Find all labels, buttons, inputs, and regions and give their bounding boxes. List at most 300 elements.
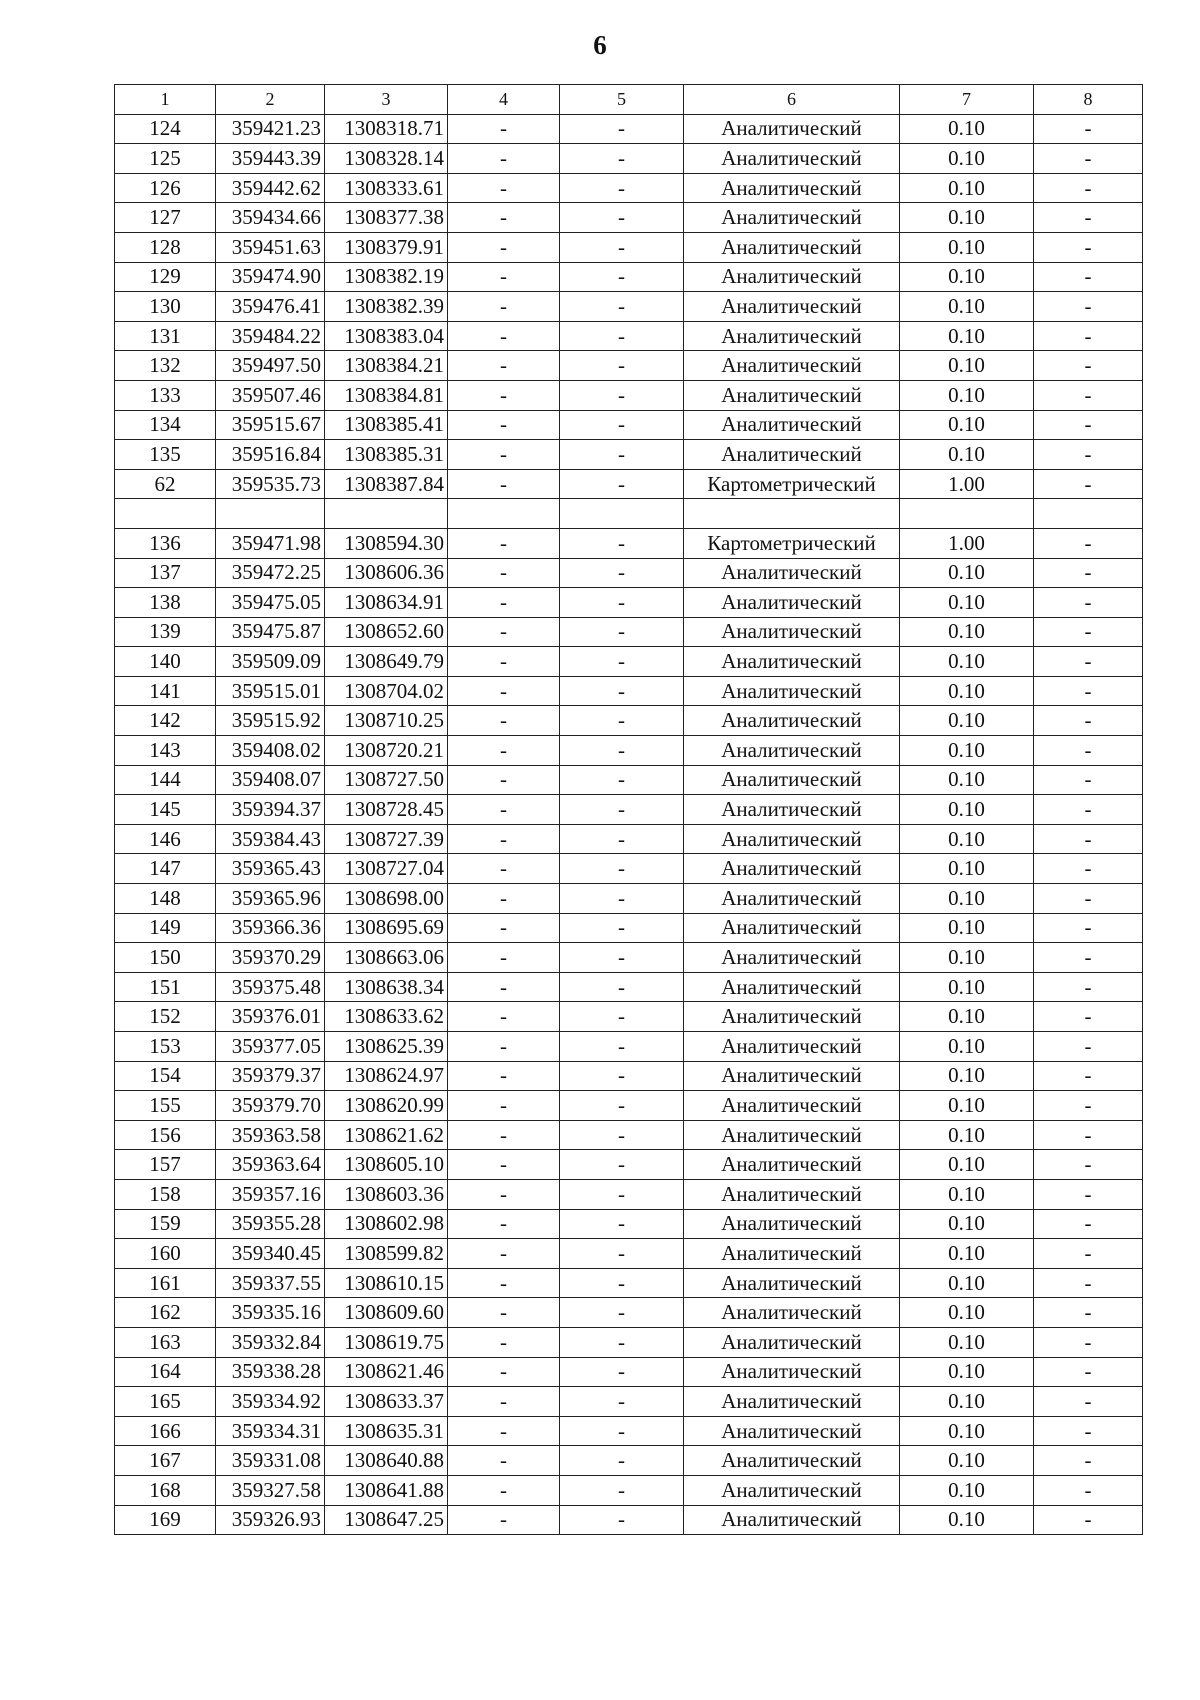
column-8-cell: - bbox=[1034, 795, 1143, 825]
x-coordinate-cell: 359497.50 bbox=[216, 351, 325, 381]
column-5-cell: - bbox=[560, 1268, 684, 1298]
column-4-cell: - bbox=[448, 1298, 560, 1328]
column-8-cell: - bbox=[1034, 765, 1143, 795]
x-coordinate-cell: 359384.43 bbox=[216, 824, 325, 854]
table-row bbox=[115, 1298, 1143, 1328]
table-row bbox=[115, 1416, 1143, 1446]
point-number-cell: 129 bbox=[115, 262, 216, 292]
column-5-cell: - bbox=[560, 528, 684, 558]
y-coordinate-cell: 1308649.79 bbox=[325, 647, 448, 677]
table-row bbox=[115, 736, 1143, 766]
accuracy-cell: 0.10 bbox=[900, 1239, 1034, 1269]
column-number: 1 bbox=[115, 85, 216, 115]
column-8-cell: - bbox=[1034, 1032, 1143, 1062]
point-number-cell: 143 bbox=[115, 736, 216, 766]
table-row bbox=[115, 321, 1143, 351]
column-4-cell: - bbox=[448, 795, 560, 825]
column-8-cell: - bbox=[1034, 292, 1143, 322]
accuracy-cell: 0.10 bbox=[900, 380, 1034, 410]
x-coordinate-cell: 359509.09 bbox=[216, 647, 325, 677]
method-cell: Аналитический bbox=[684, 1209, 900, 1239]
column-4-cell: - bbox=[448, 321, 560, 351]
column-4-cell: - bbox=[448, 262, 560, 292]
column-5-cell: - bbox=[560, 232, 684, 262]
column-4-cell: - bbox=[448, 173, 560, 203]
column-4-cell: - bbox=[448, 440, 560, 470]
point-number-cell: 153 bbox=[115, 1032, 216, 1062]
column-8-cell: - bbox=[1034, 1061, 1143, 1091]
accuracy-cell: 0.10 bbox=[900, 736, 1034, 766]
column-4-cell: - bbox=[448, 617, 560, 647]
column-8-cell: - bbox=[1034, 1179, 1143, 1209]
method-cell: Аналитический bbox=[684, 1387, 900, 1417]
x-coordinate-cell: 359363.58 bbox=[216, 1120, 325, 1150]
point-number-cell: 145 bbox=[115, 795, 216, 825]
column-4-cell: - bbox=[448, 1387, 560, 1417]
method-cell: Аналитический bbox=[684, 1327, 900, 1357]
column-8-cell: - bbox=[1034, 1387, 1143, 1417]
y-coordinate-cell: 1308727.50 bbox=[325, 765, 448, 795]
column-8-cell: - bbox=[1034, 647, 1143, 677]
accuracy-cell: 0.10 bbox=[900, 440, 1034, 470]
accuracy-cell: 0.10 bbox=[900, 262, 1034, 292]
accuracy-cell: 0.10 bbox=[900, 144, 1034, 174]
column-5-cell: - bbox=[560, 1032, 684, 1062]
table-row bbox=[115, 1032, 1143, 1062]
y-coordinate-cell: 1308382.39 bbox=[325, 292, 448, 322]
column-4-cell bbox=[448, 499, 560, 529]
point-number-cell: 161 bbox=[115, 1268, 216, 1298]
point-number-cell: 167 bbox=[115, 1446, 216, 1476]
method-cell: Аналитический bbox=[684, 943, 900, 973]
method-cell: Аналитический bbox=[684, 617, 900, 647]
table-row bbox=[115, 1239, 1143, 1269]
column-5-cell: - bbox=[560, 1239, 684, 1269]
method-cell: Аналитический bbox=[684, 1179, 900, 1209]
column-8-cell: - bbox=[1034, 262, 1143, 292]
column-8-cell: - bbox=[1034, 1505, 1143, 1535]
x-coordinate-cell: 359475.05 bbox=[216, 588, 325, 618]
table-row bbox=[115, 262, 1143, 292]
y-coordinate-cell: 1308640.88 bbox=[325, 1446, 448, 1476]
method-cell: Аналитический bbox=[684, 1061, 900, 1091]
column-5-cell: - bbox=[560, 469, 684, 499]
table-row bbox=[115, 1446, 1143, 1476]
table-row bbox=[115, 1061, 1143, 1091]
method-cell: Аналитический bbox=[684, 1002, 900, 1032]
x-coordinate-cell: 359484.22 bbox=[216, 321, 325, 351]
method-cell: Аналитический bbox=[684, 647, 900, 677]
point-number-cell: 168 bbox=[115, 1475, 216, 1505]
method-cell: Аналитический bbox=[684, 972, 900, 1002]
x-coordinate-cell: 359515.92 bbox=[216, 706, 325, 736]
point-number-cell: 166 bbox=[115, 1416, 216, 1446]
method-cell: Аналитический bbox=[684, 203, 900, 233]
method-cell: Аналитический bbox=[684, 321, 900, 351]
y-coordinate-cell: 1308599.82 bbox=[325, 1239, 448, 1269]
accuracy-cell: 0.10 bbox=[900, 647, 1034, 677]
table-row bbox=[115, 854, 1143, 884]
method-cell: Картометрический bbox=[684, 469, 900, 499]
method-cell: Аналитический bbox=[684, 144, 900, 174]
x-coordinate-cell bbox=[216, 499, 325, 529]
table-row bbox=[115, 913, 1143, 943]
column-5-cell: - bbox=[560, 114, 684, 144]
point-number-cell: 126 bbox=[115, 173, 216, 203]
point-number-cell: 127 bbox=[115, 203, 216, 233]
point-number-cell: 149 bbox=[115, 913, 216, 943]
column-8-cell: - bbox=[1034, 588, 1143, 618]
accuracy-cell: 0.10 bbox=[900, 203, 1034, 233]
method-cell: Аналитический bbox=[684, 1091, 900, 1121]
table-row bbox=[115, 292, 1143, 322]
x-coordinate-cell: 359375.48 bbox=[216, 972, 325, 1002]
table-row bbox=[115, 232, 1143, 262]
x-coordinate-cell: 359515.01 bbox=[216, 676, 325, 706]
column-number: 7 bbox=[900, 85, 1034, 115]
method-cell: Аналитический bbox=[684, 706, 900, 736]
y-coordinate-cell: 1308605.10 bbox=[325, 1150, 448, 1180]
y-coordinate-cell: 1308328.14 bbox=[325, 144, 448, 174]
column-5-cell: - bbox=[560, 617, 684, 647]
table-row bbox=[115, 706, 1143, 736]
x-coordinate-cell: 359334.31 bbox=[216, 1416, 325, 1446]
column-4-cell: - bbox=[448, 1416, 560, 1446]
y-coordinate-cell: 1308633.37 bbox=[325, 1387, 448, 1417]
point-number-cell: 136 bbox=[115, 528, 216, 558]
point-number-cell: 163 bbox=[115, 1327, 216, 1357]
method-cell bbox=[684, 499, 900, 529]
x-coordinate-cell: 359335.16 bbox=[216, 1298, 325, 1328]
column-8-cell: - bbox=[1034, 558, 1143, 588]
point-number-cell: 130 bbox=[115, 292, 216, 322]
column-number-row bbox=[115, 85, 1143, 115]
method-cell: Картометрический bbox=[684, 528, 900, 558]
column-4-cell: - bbox=[448, 351, 560, 381]
method-cell: Аналитический bbox=[684, 1475, 900, 1505]
x-coordinate-cell: 359332.84 bbox=[216, 1327, 325, 1357]
method-cell: Аналитический bbox=[684, 1298, 900, 1328]
column-5-cell: - bbox=[560, 854, 684, 884]
y-coordinate-cell: 1308635.31 bbox=[325, 1416, 448, 1446]
x-coordinate-cell: 359363.64 bbox=[216, 1150, 325, 1180]
column-8-cell: - bbox=[1034, 380, 1143, 410]
accuracy-cell: 0.10 bbox=[900, 706, 1034, 736]
x-coordinate-cell: 359377.05 bbox=[216, 1032, 325, 1062]
point-number-cell: 128 bbox=[115, 232, 216, 262]
accuracy-cell: 0.10 bbox=[900, 1298, 1034, 1328]
column-5-cell: - bbox=[560, 558, 684, 588]
point-number-cell: 142 bbox=[115, 706, 216, 736]
column-8-cell: - bbox=[1034, 884, 1143, 914]
accuracy-cell: 0.10 bbox=[900, 884, 1034, 914]
y-coordinate-cell: 1308641.88 bbox=[325, 1475, 448, 1505]
x-coordinate-cell: 359376.01 bbox=[216, 1002, 325, 1032]
column-5-cell bbox=[560, 499, 684, 529]
y-coordinate-cell: 1308625.39 bbox=[325, 1032, 448, 1062]
method-cell: Аналитический bbox=[684, 292, 900, 322]
method-cell: Аналитический bbox=[684, 1357, 900, 1387]
column-8-cell: - bbox=[1034, 144, 1143, 174]
accuracy-cell: 0.10 bbox=[900, 972, 1034, 1002]
column-5-cell: - bbox=[560, 410, 684, 440]
y-coordinate-cell: 1308698.00 bbox=[325, 884, 448, 914]
column-5-cell: - bbox=[560, 321, 684, 351]
accuracy-cell: 0.10 bbox=[900, 1387, 1034, 1417]
accuracy-cell: 0.10 bbox=[900, 1327, 1034, 1357]
method-cell: Аналитический bbox=[684, 1505, 900, 1535]
column-5-cell: - bbox=[560, 262, 684, 292]
column-5-cell: - bbox=[560, 1150, 684, 1180]
y-coordinate-cell: 1308385.31 bbox=[325, 440, 448, 470]
accuracy-cell: 0.10 bbox=[900, 1120, 1034, 1150]
accuracy-cell: 0.10 bbox=[900, 351, 1034, 381]
point-number-cell: 137 bbox=[115, 558, 216, 588]
x-coordinate-cell: 359472.25 bbox=[216, 558, 325, 588]
y-coordinate-cell: 1308603.36 bbox=[325, 1179, 448, 1209]
x-coordinate-cell: 359337.55 bbox=[216, 1268, 325, 1298]
column-8-cell: - bbox=[1034, 913, 1143, 943]
table-row bbox=[115, 617, 1143, 647]
x-coordinate-cell: 359379.37 bbox=[216, 1061, 325, 1091]
method-cell: Аналитический bbox=[684, 736, 900, 766]
column-4-cell: - bbox=[448, 1327, 560, 1357]
column-4-cell: - bbox=[448, 854, 560, 884]
method-cell: Аналитический bbox=[684, 262, 900, 292]
table-row bbox=[115, 1120, 1143, 1150]
y-coordinate-cell: 1308647.25 bbox=[325, 1505, 448, 1535]
coordinates-table bbox=[114, 84, 1143, 1535]
column-8-cell: - bbox=[1034, 1002, 1143, 1032]
column-5-cell: - bbox=[560, 795, 684, 825]
accuracy-cell: 0.10 bbox=[900, 1032, 1034, 1062]
column-8-cell: - bbox=[1034, 1091, 1143, 1121]
y-coordinate-cell: 1308624.97 bbox=[325, 1061, 448, 1091]
accuracy-cell: 0.10 bbox=[900, 1150, 1034, 1180]
y-coordinate-cell: 1308387.84 bbox=[325, 469, 448, 499]
column-4-cell: - bbox=[448, 1209, 560, 1239]
column-4-cell: - bbox=[448, 736, 560, 766]
column-5-cell: - bbox=[560, 1357, 684, 1387]
column-8-cell bbox=[1034, 499, 1143, 529]
column-8-cell: - bbox=[1034, 854, 1143, 884]
column-5-cell: - bbox=[560, 1002, 684, 1032]
column-5-cell: - bbox=[560, 676, 684, 706]
column-number: 4 bbox=[448, 85, 560, 115]
column-8-cell: - bbox=[1034, 1120, 1143, 1150]
table-row bbox=[115, 1150, 1143, 1180]
method-cell: Аналитический bbox=[684, 765, 900, 795]
table-row bbox=[115, 943, 1143, 973]
y-coordinate-cell: 1308621.46 bbox=[325, 1357, 448, 1387]
x-coordinate-cell: 359394.37 bbox=[216, 795, 325, 825]
x-coordinate-cell: 359476.41 bbox=[216, 292, 325, 322]
accuracy-cell: 0.10 bbox=[900, 1209, 1034, 1239]
column-8-cell: - bbox=[1034, 1150, 1143, 1180]
accuracy-cell: 0.10 bbox=[900, 1505, 1034, 1535]
column-5-cell: - bbox=[560, 1416, 684, 1446]
method-cell: Аналитический bbox=[684, 173, 900, 203]
method-cell: Аналитический bbox=[684, 114, 900, 144]
method-cell: Аналитический bbox=[684, 795, 900, 825]
column-4-cell: - bbox=[448, 144, 560, 174]
column-4-cell: - bbox=[448, 943, 560, 973]
point-number-cell: 131 bbox=[115, 321, 216, 351]
x-coordinate-cell: 359340.45 bbox=[216, 1239, 325, 1269]
column-4-cell: - bbox=[448, 706, 560, 736]
column-4-cell: - bbox=[448, 913, 560, 943]
point-number-cell: 158 bbox=[115, 1179, 216, 1209]
point-number-cell: 155 bbox=[115, 1091, 216, 1121]
column-5-cell: - bbox=[560, 1446, 684, 1476]
column-8-cell: - bbox=[1034, 410, 1143, 440]
column-5-cell: - bbox=[560, 203, 684, 233]
column-4-cell: - bbox=[448, 1032, 560, 1062]
column-8-cell: - bbox=[1034, 1446, 1143, 1476]
column-4-cell: - bbox=[448, 528, 560, 558]
y-coordinate-cell: 1308384.21 bbox=[325, 351, 448, 381]
table-row bbox=[115, 676, 1143, 706]
y-coordinate-cell: 1308727.39 bbox=[325, 824, 448, 854]
y-coordinate-cell: 1308609.60 bbox=[325, 1298, 448, 1328]
y-coordinate-cell: 1308638.34 bbox=[325, 972, 448, 1002]
point-number-cell: 152 bbox=[115, 1002, 216, 1032]
table-row bbox=[115, 1209, 1143, 1239]
accuracy-cell: 0.10 bbox=[900, 1268, 1034, 1298]
y-coordinate-cell: 1308710.25 bbox=[325, 706, 448, 736]
x-coordinate-cell: 359365.43 bbox=[216, 854, 325, 884]
y-coordinate-cell: 1308663.06 bbox=[325, 943, 448, 973]
column-5-cell: - bbox=[560, 647, 684, 677]
column-number: 3 bbox=[325, 85, 448, 115]
y-coordinate-cell: 1308727.04 bbox=[325, 854, 448, 884]
accuracy-cell: 0.10 bbox=[900, 854, 1034, 884]
accuracy-cell: 0.10 bbox=[900, 1475, 1034, 1505]
x-coordinate-cell: 359334.92 bbox=[216, 1387, 325, 1417]
accuracy-cell: 0.10 bbox=[900, 173, 1034, 203]
method-cell: Аналитический bbox=[684, 913, 900, 943]
column-5-cell: - bbox=[560, 173, 684, 203]
method-cell: Аналитический bbox=[684, 1120, 900, 1150]
column-8-cell: - bbox=[1034, 232, 1143, 262]
column-5-cell: - bbox=[560, 588, 684, 618]
y-coordinate-cell: 1308379.91 bbox=[325, 232, 448, 262]
table-row bbox=[115, 765, 1143, 795]
method-cell: Аналитический bbox=[684, 588, 900, 618]
column-4-cell: - bbox=[448, 676, 560, 706]
table-row bbox=[115, 173, 1143, 203]
x-coordinate-cell: 359516.84 bbox=[216, 440, 325, 470]
column-8-cell: - bbox=[1034, 203, 1143, 233]
method-cell: Аналитический bbox=[684, 884, 900, 914]
column-5-cell: - bbox=[560, 884, 684, 914]
table-row bbox=[115, 824, 1143, 854]
column-5-cell: - bbox=[560, 1120, 684, 1150]
x-coordinate-cell: 359434.66 bbox=[216, 203, 325, 233]
accuracy-cell: 0.10 bbox=[900, 795, 1034, 825]
table-row bbox=[115, 884, 1143, 914]
column-4-cell: - bbox=[448, 1357, 560, 1387]
column-4-cell: - bbox=[448, 203, 560, 233]
point-number-cell: 125 bbox=[115, 144, 216, 174]
column-5-cell: - bbox=[560, 1505, 684, 1535]
column-4-cell: - bbox=[448, 292, 560, 322]
column-4-cell: - bbox=[448, 558, 560, 588]
accuracy-cell: 0.10 bbox=[900, 114, 1034, 144]
column-5-cell: - bbox=[560, 1061, 684, 1091]
table-row bbox=[115, 203, 1143, 233]
y-coordinate-cell: 1308384.81 bbox=[325, 380, 448, 410]
column-8-cell: - bbox=[1034, 1209, 1143, 1239]
column-5-cell: - bbox=[560, 1209, 684, 1239]
column-8-cell: - bbox=[1034, 972, 1143, 1002]
point-number-cell: 144 bbox=[115, 765, 216, 795]
column-8-cell: - bbox=[1034, 824, 1143, 854]
column-4-cell: - bbox=[448, 1061, 560, 1091]
column-4-cell: - bbox=[448, 588, 560, 618]
accuracy-cell: 0.10 bbox=[900, 1357, 1034, 1387]
y-coordinate-cell bbox=[325, 499, 448, 529]
accuracy-cell: 0.10 bbox=[900, 1446, 1034, 1476]
point-number-cell: 159 bbox=[115, 1209, 216, 1239]
column-5-cell: - bbox=[560, 706, 684, 736]
table-row bbox=[115, 469, 1143, 499]
table-row bbox=[115, 1002, 1143, 1032]
x-coordinate-cell: 359443.39 bbox=[216, 144, 325, 174]
table-row bbox=[115, 351, 1143, 381]
x-coordinate-cell: 359327.58 bbox=[216, 1475, 325, 1505]
table-row bbox=[115, 499, 1143, 529]
column-8-cell: - bbox=[1034, 440, 1143, 470]
column-5-cell: - bbox=[560, 380, 684, 410]
column-4-cell: - bbox=[448, 1239, 560, 1269]
accuracy-cell: 0.10 bbox=[900, 617, 1034, 647]
column-4-cell: - bbox=[448, 884, 560, 914]
y-coordinate-cell: 1308695.69 bbox=[325, 913, 448, 943]
column-8-cell: - bbox=[1034, 1475, 1143, 1505]
accuracy-cell: 0.10 bbox=[900, 943, 1034, 973]
page-number: 6 bbox=[593, 30, 607, 60]
method-cell: Аналитический bbox=[684, 380, 900, 410]
column-4-cell: - bbox=[448, 1505, 560, 1535]
y-coordinate-cell: 1308383.04 bbox=[325, 321, 448, 351]
point-number-cell: 135 bbox=[115, 440, 216, 470]
table-row bbox=[115, 795, 1143, 825]
accuracy-cell: 1.00 bbox=[900, 469, 1034, 499]
column-5-cell: - bbox=[560, 1327, 684, 1357]
accuracy-cell: 0.10 bbox=[900, 1416, 1034, 1446]
column-4-cell: - bbox=[448, 380, 560, 410]
column-8-cell: - bbox=[1034, 1298, 1143, 1328]
method-cell: Аналитический bbox=[684, 440, 900, 470]
y-coordinate-cell: 1308602.98 bbox=[325, 1209, 448, 1239]
method-cell: Аналитический bbox=[684, 410, 900, 440]
column-5-cell: - bbox=[560, 1475, 684, 1505]
table-row bbox=[115, 647, 1143, 677]
table-row bbox=[115, 144, 1143, 174]
column-5-cell: - bbox=[560, 1298, 684, 1328]
x-coordinate-cell: 359365.96 bbox=[216, 884, 325, 914]
x-coordinate-cell: 359370.29 bbox=[216, 943, 325, 973]
point-number-cell: 138 bbox=[115, 588, 216, 618]
column-8-cell: - bbox=[1034, 173, 1143, 203]
accuracy-cell: 1.00 bbox=[900, 528, 1034, 558]
method-cell: Аналитический bbox=[684, 1416, 900, 1446]
table-row bbox=[115, 1179, 1143, 1209]
column-5-cell: - bbox=[560, 765, 684, 795]
method-cell: Аналитический bbox=[684, 351, 900, 381]
y-coordinate-cell: 1308333.61 bbox=[325, 173, 448, 203]
